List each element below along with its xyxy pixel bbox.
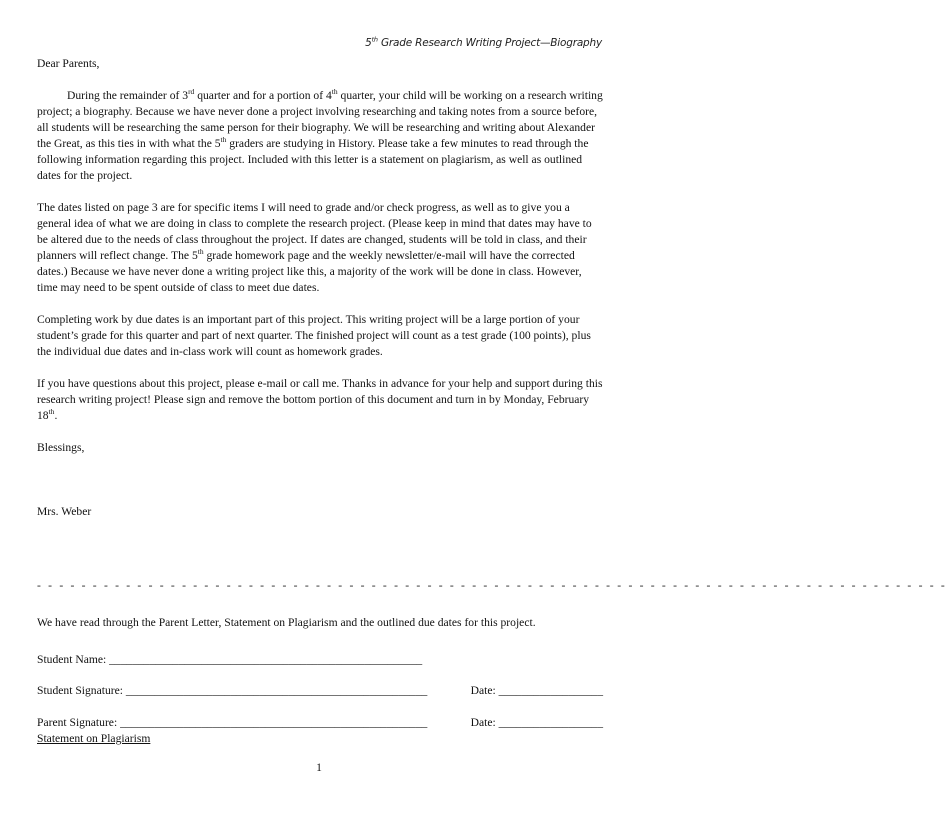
teacher-signature: Mrs. Weber	[37, 505, 92, 518]
page-number: 1	[316, 761, 322, 774]
paragraph-text: quarter, your child will be working on a research writing project; a biography. Because we have never done a project involving researching and taking notes from a source before, all students will be researching the same person for their biography. We will be researching and writing about Alexander the Great, as this ties in with what the 5	[37, 89, 603, 150]
paragraph-questions	[37, 376, 603, 424]
superscript: rd	[188, 87, 195, 97]
header-grade-number: 5	[365, 37, 372, 49]
salutation: Dear Parents,	[37, 57, 100, 70]
paragraph-grading: Completing work by due dates is an important part of this project. This writing project will be a large portion of your student’s grade for this quarter and part of next quarter. The finished project will count as a test grade (100 points), plus the individual due dates and in-class work will count as homework grades.	[37, 313, 591, 358]
parent-signature-field[interactable]: Parent Signature: _____________________________________________________	[37, 716, 428, 729]
student-signature-field[interactable]: Student Signature: ____________________________________________________	[37, 684, 428, 697]
paragraph-text: .	[54, 409, 58, 422]
header-title: Grade Research Writing Project—Biography	[377, 37, 602, 49]
page-header	[365, 37, 602, 49]
header-grade-suffix: th	[371, 35, 378, 44]
closing: Blessings,	[37, 441, 85, 454]
letter-body	[37, 56, 603, 520]
paragraph-dates	[37, 200, 603, 296]
paragraph-text: grade homework page and the weekly newsletter/e-mail will have the corrected dates.) Because we have never done a writing project like this, a majority of the work will be done in class. However, time may need to be spent outside of class to meet due dates.	[37, 249, 582, 294]
tear-off-divider: - - - - - - - - - - - - - - - - - - - - - - - - - - - - - - - - - - - - - - - - - - - - - - - - - - - - - - - - - - - - - - - - - - - - - - - - - - - - - - - - - -	[37, 579, 947, 592]
parent-date-field[interactable]: Date: __________________	[470, 716, 603, 729]
paragraph-text: graders are studying in History. Please take a few minutes to read through the following information regarding this project. Included with this letter is a statement on plagiarism, as well as outlined dates for the project.	[37, 137, 589, 182]
superscript: th	[331, 87, 338, 97]
paragraph-text: If you have questions about this project, please e-mail or call me. Thanks in advance for your help and support during this research writing project! Please sign and remove the bottom portion of this document and turn in by Monday, February 18	[37, 377, 603, 422]
student-date-field[interactable]: Date: __________________	[470, 684, 603, 697]
plagiarism-heading: Statement on Plagiarism	[37, 732, 151, 745]
superscript: th	[48, 407, 55, 417]
superscript: th	[197, 247, 204, 257]
acknowledgement-text: We have read through the Parent Letter, Statement on Plagiarism and the outlined due dates for this project.	[37, 616, 536, 629]
paragraph-text: The dates listed on page 3 are for specific items I will need to grade and/or check progress, as well as to give you a general idea of what we are doing in class to complete the research project. (Please keep in mind that dates may have to be altered due to the needs of class throughout the project. If dates are changed, students will be told in class, and their planners will reflect change. The 5	[37, 201, 592, 262]
paragraph-text: quarter and for a portion of 4	[194, 89, 332, 102]
paragraph-text: During the remainder of 3	[67, 89, 189, 102]
paragraph-intro	[37, 88, 603, 184]
student-name-field[interactable]: Student Name: ______________________________________________________	[37, 653, 423, 666]
superscript: th	[220, 135, 227, 145]
